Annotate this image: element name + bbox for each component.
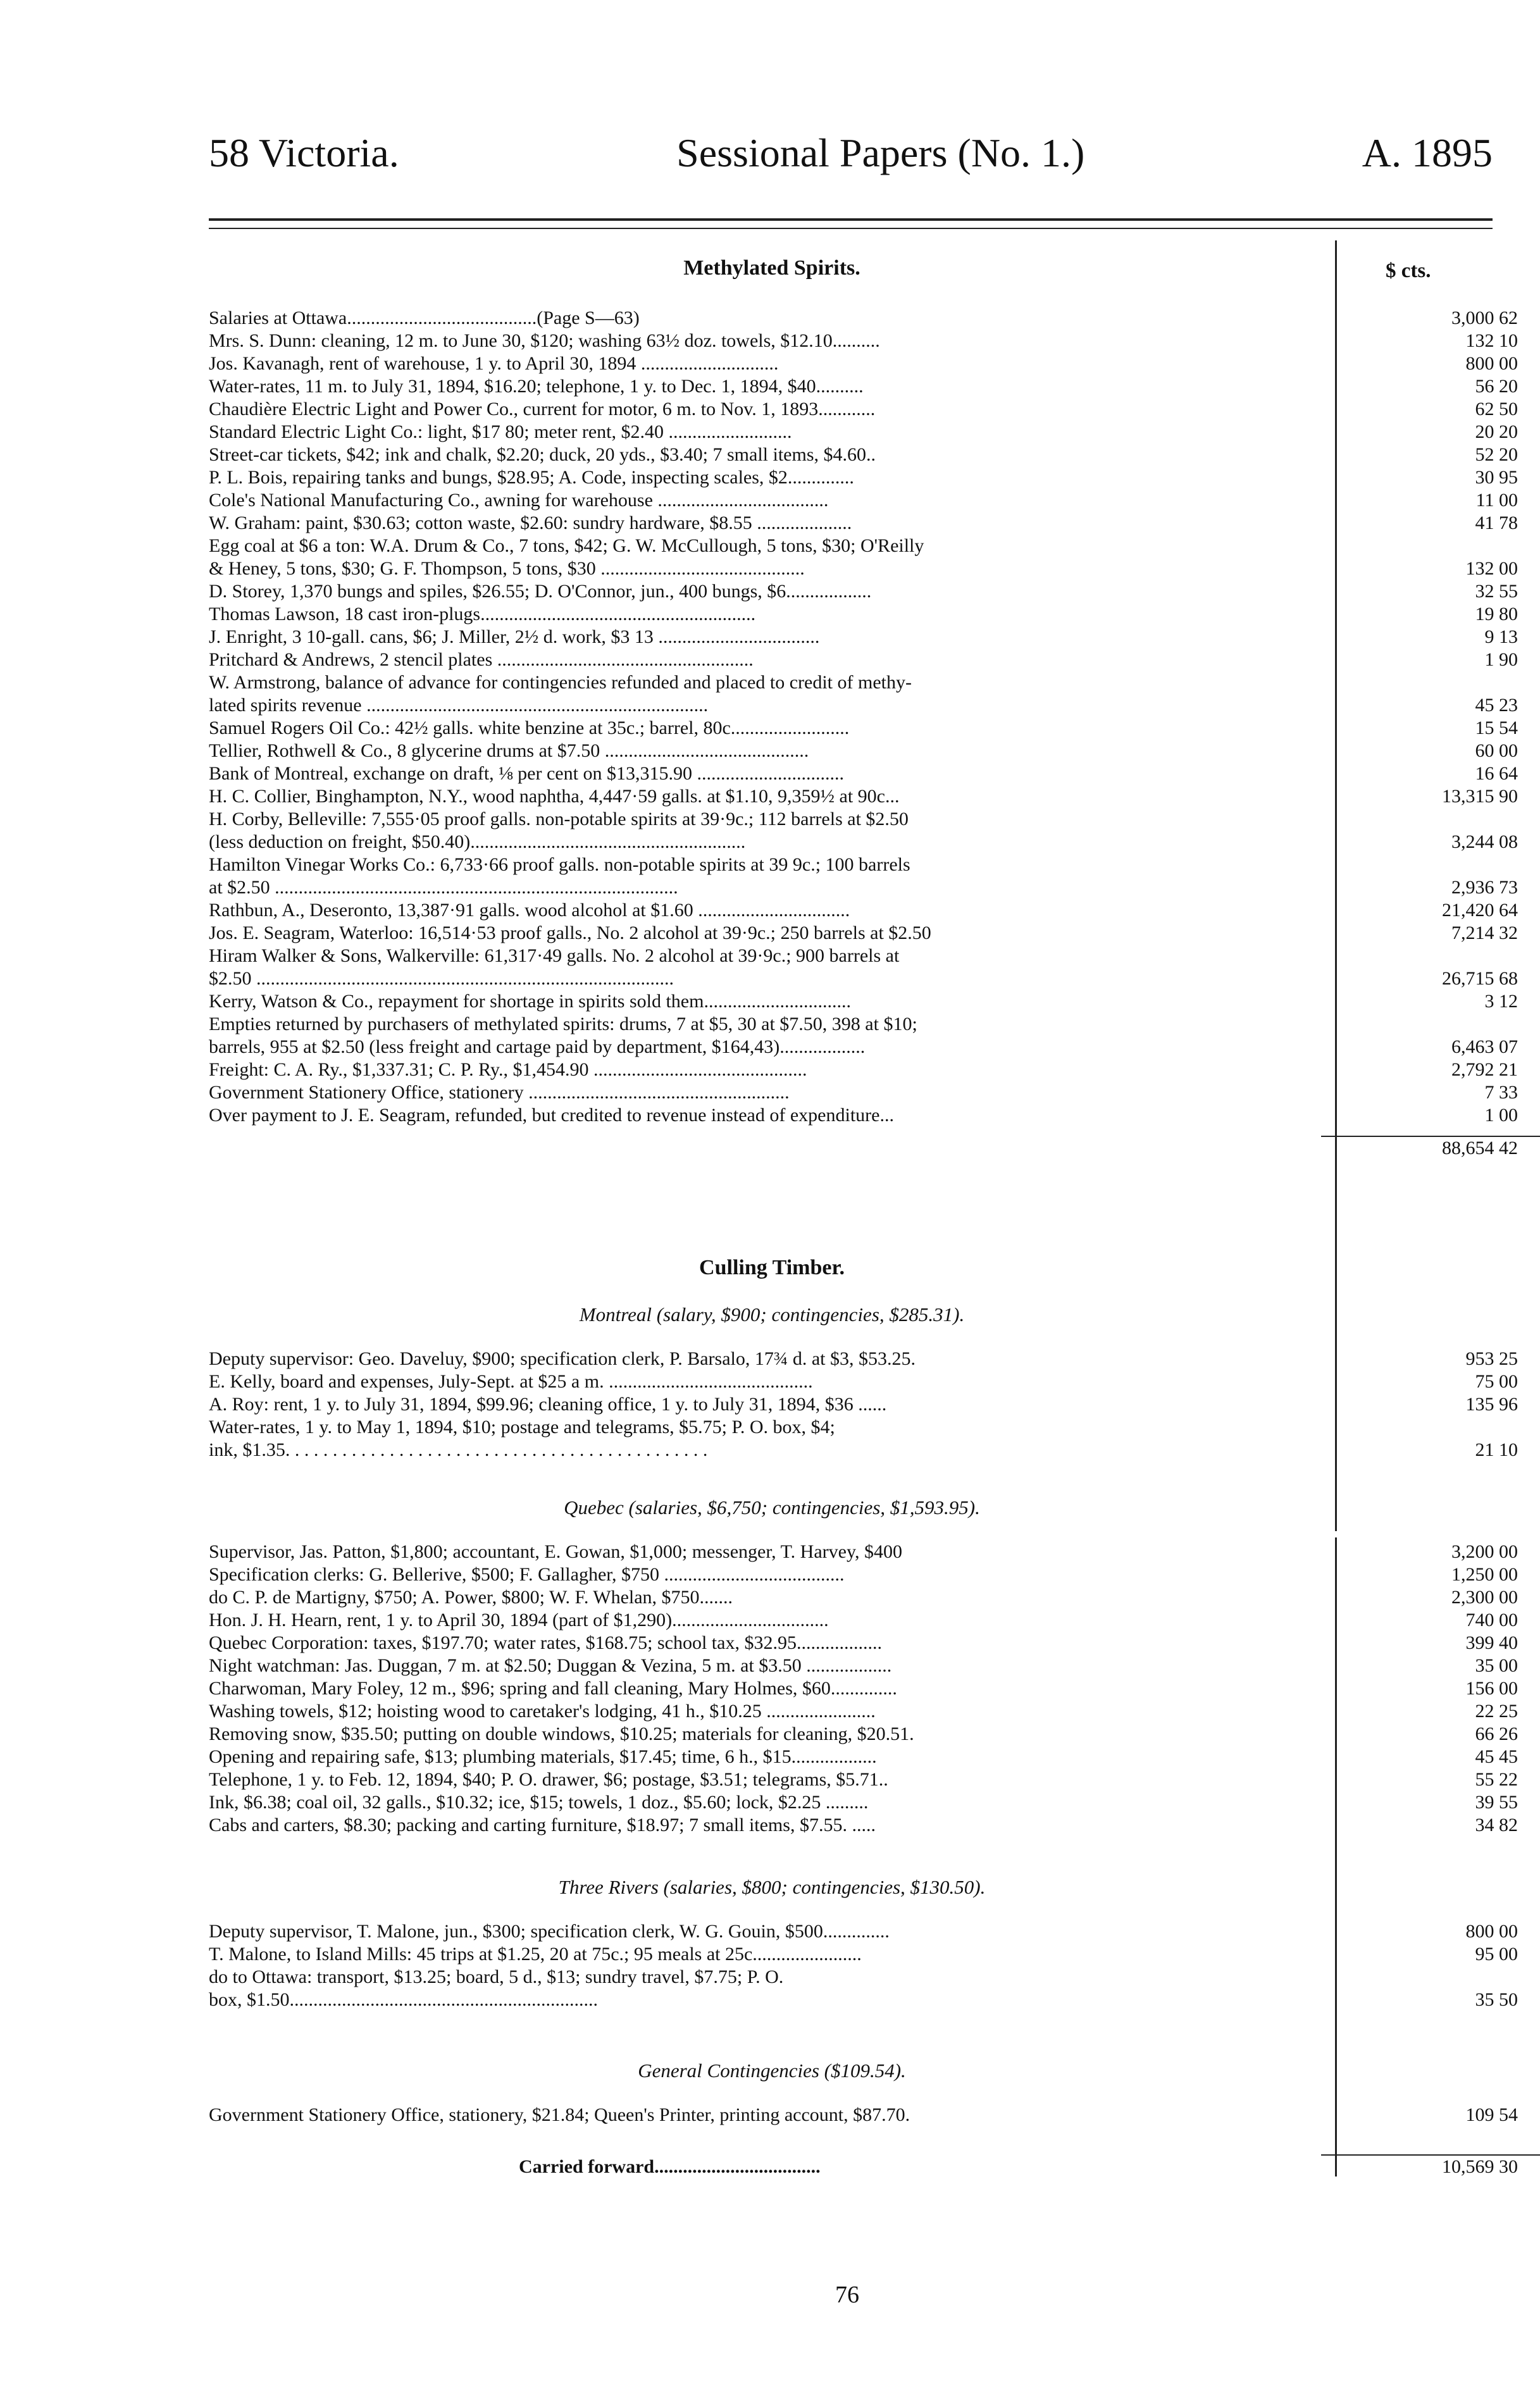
list-item: at $2.50 ..................................................................................... 2,936 73 [209, 877, 1518, 898]
carried-forward-amount: 10,569 30 [1321, 2154, 1540, 2178]
page-number: 76 [835, 2282, 859, 2308]
list-item: Washing towels, $12; hoisting wood to caretaker's lodging, 41 h., $10.25 ....................... 22 25 [209, 1701, 1518, 1722]
list-item: Charwoman, Mary Foley, 12 m., $96; spring and fall cleaning, Mary Holmes, $60.............. 156 00 [209, 1678, 1518, 1699]
section-title-methylated-spirits: Methylated Spirits. [683, 256, 860, 280]
list-item: J. Enright, 3 10-gall. cans, $6; J. Miller, 2½ d. work, $3 13 .................................. 9 13 [209, 626, 1518, 647]
list-item: barrels, 955 at $2.50 (less freight and cartage paid by department, $164,43).................. 6,463 07 [209, 1036, 1518, 1057]
list-item: Deputy supervisor: Geo. Daveluy, $900; specification clerk, P. Barsalo, 17¾ d. at $3, $53.25. 953 25 [209, 1348, 1518, 1369]
carried-forward [209, 2154, 1540, 2178]
list-item: Hamilton Vinegar Works Co.: 6,733·66 proof galls. non-potable spirits at 39 9c.; 100 barrels [209, 854, 910, 875]
list-item: Opening and repairing safe, $13; plumbing materials, $17.45; time, 6 h., $15.................. 45 45 [209, 1746, 1518, 1767]
list-item: Jos. E. Seagram, Waterloo: 16,514·53 proof galls., No. 2 alcohol at 39·9c.; 250 barrels at $2.50 7,214 32 [209, 922, 1518, 943]
quebec-list [209, 1541, 1540, 1837]
list-item: Empties returned by purchasers of methylated spirits: drums, 7 at $5, 30 at $7.50, 398 at $10; [209, 1014, 917, 1034]
list-item: Thomas Lawson, 18 cast iron-plugs.......................................................... 19 80 [209, 604, 1518, 624]
list-item: Government Stationery Office, stationery ....................................................... 7 33 [209, 1082, 1518, 1103]
list-item: Supervisor, Jas. Patton, $1,800; accountant, E. Gowan, $1,000; messenger, T. Harvey, $400 3,200 00 [209, 1541, 1518, 1562]
subhead-montreal: Montreal (salary, $900; contingencies, $285.31). [579, 1303, 965, 1326]
list-item: W. Armstrong, balance of advance for contingencies refunded and placed to credit of methy- [209, 672, 912, 693]
list-item: (less deduction on freight, $50.40).......................................................... 3,244 08 [209, 831, 1518, 852]
amount-column-header: $ cts. [1386, 259, 1431, 282]
list-item: box, $1.50................................................................. 35 50 [209, 1989, 1518, 2010]
list-item: D. Storey, 1,370 bungs and spiles, $26.55; D. O'Connor, jun., 400 bungs, $6.................. 32 55 [209, 581, 1518, 602]
list-item: Chaudière Electric Light and Power Co., current for motor, 6 m. to Nov. 1, 1893............ 62 50 [209, 399, 1518, 419]
list-item: E. Kelly, board and expenses, July-Sept. at $25 a m. ........................................... 75 00 [209, 1371, 1518, 1392]
list-item: Specification clerks: G. Bellerive, $500; F. Gallagher, $750 ...................................... 1,250 00 [209, 1564, 1518, 1585]
list-item: Bank of Montreal, exchange on draft, ⅛ per cent on $13,315.90 ............................... 16 64 [209, 763, 1518, 784]
list-item: Cole's National Manufacturing Co., awning for warehouse .................................... 11 00 [209, 490, 1518, 511]
list-item: Cabs and carters, $8.30; packing and carting furniture, $18.97; 7 small items, $7.55. ..... 34 82 [209, 1815, 1518, 1835]
subhead-general-contingencies: General Contingencies ($109.54). [638, 2059, 906, 2082]
list-item: Freight: C. A. Ry., $1,337.31; C. P. Ry., $1,454.90 ............................................. 2,792 21 [209, 1059, 1518, 1080]
list-item: Over payment to J. E. Seagram, refunded, but credited to revenue instead of expenditure... 1 00 [209, 1105, 1518, 1126]
list-item: $2.50 ........................................................................................ 26,715 68 [209, 968, 1518, 989]
list-item: W. Graham: paint, $30.63; cotton waste, $2.60: sundry hardware, $8.55 .................... 41 78 [209, 512, 1518, 533]
subhead-three-rivers: Three Rivers (salaries, $800; contingencies, $130.50). [558, 1876, 986, 1898]
list-item: H. Corby, Belleville: 7,555·05 proof galls. non-potable spirits at 39·9c.; 112 barrels at $2.50 [209, 809, 909, 829]
list-item: Government Stationery Office, stationery, $21.84; Queen's Printer, printing account, $87.70. 109 54 [209, 2104, 1518, 2125]
carried-forward-label: Carried forward................................... [519, 2156, 821, 2177]
methylated-spirits-list [209, 307, 1540, 1160]
list-item: P. L. Bois, repairing tanks and bungs, $28.95; A. Code, inspecting scales, $2.............. 30 95 [209, 467, 1518, 488]
list-item: Water-rates, 11 m. to July 31, 1894, $16.20; telephone, 1 y. to Dec. 1, 1894, $40.......... 56 20 [209, 376, 1518, 397]
list-item: do to Ottawa: transport, $13.25; board, 5 d., $13; sundry travel, $7.75; P. O. [209, 1966, 784, 1987]
list-item: A. Roy: rent, 1 y. to July 31, 1894, $99.96; cleaning office, 1 y. to July 31, 1894, $36 ...... 135 96 [209, 1394, 1518, 1415]
list-item: Standard Electric Light Co.: light, $17 80; meter rent, $2.40 .......................... 20 20 [209, 421, 1518, 442]
general-contingencies-list [209, 2104, 1540, 2127]
list-item: Street-car tickets, $42; ink and chalk, $2.20; duck, 20 yds., $3.40; 7 small items, $4.60.. 52 20 [209, 444, 1518, 465]
list-item: Tellier, Rothwell & Co., 8 glycerine drums at $7.50 ........................................... 60 00 [209, 740, 1518, 761]
list-item: Telephone, 1 y. to Feb. 12, 1894, $40; P. O. drawer, $6; postage, $3.51; telegrams, $5.71.. 55 22 [209, 1769, 1518, 1790]
header-rule-top [209, 218, 1493, 221]
three-rivers-list [209, 1920, 1540, 2011]
header-right: A. 1895 [1362, 130, 1493, 175]
list-item: H. C. Collier, Binghampton, N.Y., wood naphtha, 4,447·59 galls. at $1.10, 9,359½ at 90c... 13,315 90 [209, 786, 1518, 807]
list-item: ink, $1.35. . . . . . . . . . . . . . . . . . . . . . . . . . . . . . . . . . . . . . . . . . . . . 21 10 [209, 1439, 1518, 1460]
header-center: Sessional Papers (No. 1.) [676, 130, 1085, 175]
carried-forward-row [209, 2154, 1540, 2178]
list-item: lated spirits revenue ........................................................................ 45 23 [209, 695, 1518, 716]
page-header [209, 130, 1493, 177]
list-item: Jos. Kavanagh, rent of warehouse, 1 y. to April 30, 1894 ............................. 800 00 [209, 353, 1518, 374]
header-rule-bottom [209, 228, 1493, 229]
list-item: Rathbun, A., Deseronto, 13,387·91 galls. wood alcohol at $1.60 ................................ 21,420 64 [209, 900, 1518, 921]
section-title-culling-timber: Culling Timber. [699, 1256, 845, 1279]
list-item: Quebec Corporation: taxes, $197.70; water rates, $168.75; school tax, $32.95.................. 399 40 [209, 1632, 1518, 1653]
list-item: Samuel Rogers Oil Co.: 42½ galls. white benzine at 35c.; barrel, 80c......................... 15 54 [209, 717, 1518, 738]
list-item: Water-rates, 1 y. to May 1, 1894, $10; postage and telegrams, $5.75; P. O. box, $4; [209, 1417, 835, 1437]
section-total: 88,654 42 [209, 1136, 1540, 1160]
list-item: Removing snow, $35.50; putting on double windows, $10.25; materials for cleaning, $20.51. 66 26 [209, 1723, 1518, 1744]
list-item: Ink, $6.38; coal oil, 32 galls., $10.32; ice, $15; towels, 1 doz., $5.60; lock, $2.25 ......... 39 55 [209, 1792, 1518, 1813]
list-item: Mrs. S. Dunn: cleaning, 12 m. to June 30, $120; washing 63½ doz. towels, $12.10.......... 132 10 [209, 330, 1518, 351]
list-item: Kerry, Watson & Co., repayment for shortage in spirits sold them............................... 3 12 [209, 991, 1518, 1012]
subhead-quebec: Quebec (salaries, $6,750; contingencies, $1,593.95). [564, 1496, 980, 1518]
list-item: Egg coal at $6 a ton: W.A. Drum & Co., 7 tons, $42; G. W. McCullough, 5 tons, $30; O'Reilly [209, 535, 924, 556]
list-item: Pritchard & Andrews, 2 stencil plates ...................................................... 1 90 [209, 649, 1518, 670]
list-item: Hon. J. H. Hearn, rent, 1 y. to April 30, 1894 (part of $1,290)................................. 740 00 [209, 1610, 1518, 1630]
list-item: Deputy supervisor, T. Malone, jun., $300; specification clerk, W. G. Gouin, $500.............. 800 00 [209, 1921, 1518, 1942]
montreal-list [209, 1348, 1540, 1462]
list-item: do C. P. de Martigny, $750; A. Power, $800; W. F. Whelan, $750....... 2,300 00 [209, 1587, 1518, 1608]
list-item: Night watchman: Jas. Duggan, 7 m. at $2.50; Duggan & Vezina, 5 m. at $3.50 .................. 35 00 [209, 1655, 1518, 1676]
list-item: T. Malone, to Island Mills: 45 trips at $1.25, 20 at 75c.; 95 meals at 25c....................... 95 00 [209, 1944, 1518, 1965]
list-item: Salaries at Ottawa........................................(Page S—63) 3,000 62 [209, 307, 1518, 328]
list-item: & Heney, 5 tons, $30; G. F. Thompson, 5 tons, $30 ........................................... 132 00 [209, 558, 1518, 579]
header-left: 58 Victoria. [209, 130, 399, 175]
list-item: Hiram Walker & Sons, Walkerville: 61,317·49 galls. No. 2 alcohol at 39·9c.; 900 barrels at [209, 945, 900, 966]
